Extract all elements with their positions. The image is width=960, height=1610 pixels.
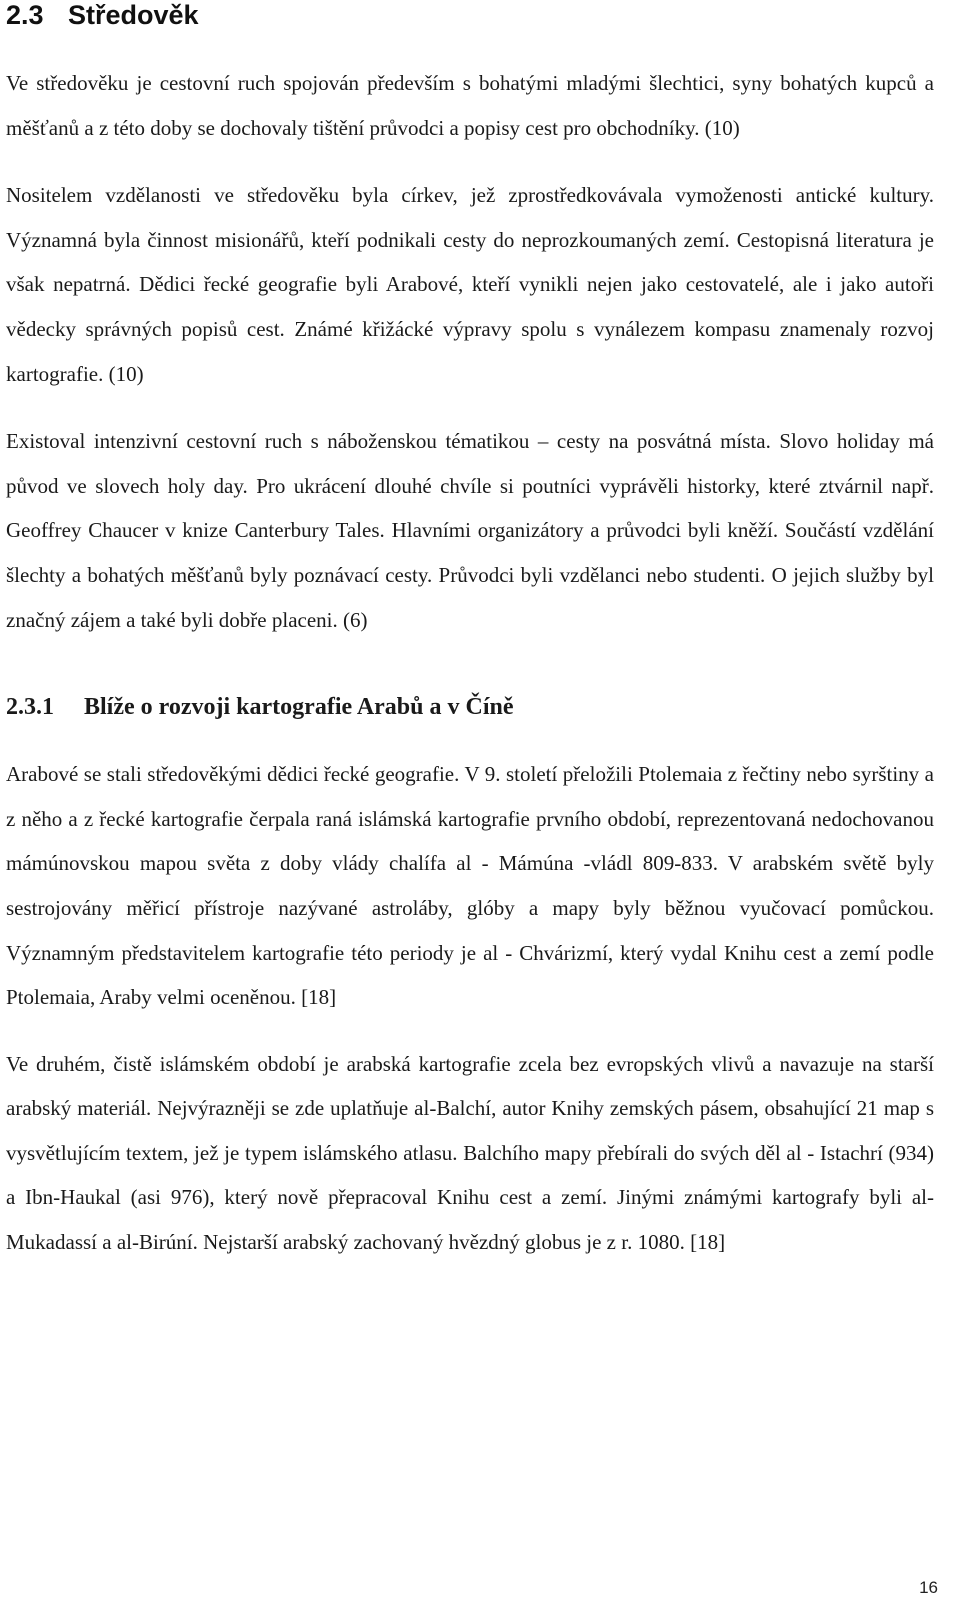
section-number: 2.3 [6, 0, 44, 30]
section-title: Středověk [68, 0, 199, 30]
section-heading [6, 0, 934, 34]
paragraph: Ve druhém, čistě islámském období je arabská kartografie zcela bez evropských vlivů a navazuje na starší arabský materiál. Nejvýrazněji se zde uplatňuje al-Balchí, autor Knihy zemských pásem, obsahující 21 map s vysvětlujícím textem, jež je typem islámského atlasu. Balchího mapy přebírali do svých děl al - Istachrí (934) a Ibn-Haukal (asi 976), který nově přepracoval Knihu cest a zemí. Jinými známými kartografy byli al-Mukadassí a al-Birúní. Nejstarší arabský zachovaný hvězdný globus je z r. 1080. [18] [6, 1051, 934, 1255]
paragraph: Nositelem vzdělanosti ve středověku byla církev, jež zprostředkovávala vymoženosti antické kultury. Významná byla činnost misionářů, kteří podnikali cesty do neprozkoumaných zemí. Cestopisná literatura je však nepatrná. Dědici řecké geografie byli Arabové, kteří vynikli nejen jako cestovatelé, ale i jako autoři vědecky správných popisů cest. Známé křižácké výpravy spolu s vynálezem kompasu znamenaly rozvoj kartografie. (10) [6, 183, 934, 386]
paragraph: Arabové se stali středověkými dědici řecké geografie. V 9. století přeložili Ptolemaia z řečtiny nebo syrštiny a z něho a z řecké kartografie čerpala raná islámská kartografie prvního období, reprezentovaná nedochovanou mámúnovskou mapou světa z doby vlády chalífa al - Mámúna -vládl 809-833. V arabském světě byly sestrojovány měřicí přístroje nazývané astroláby, glóby a mapy byly běžnou vyučovací pomůckou. Významným představitelem kartografie této periody je al - Chvárizmí, který vydal Knihu cest a zemí podle Ptolemaia, Araby velmi oceněnou. [18] [6, 762, 934, 1010]
subsection-number: 2.3.1 [6, 694, 54, 721]
page-number: 16 [919, 1578, 938, 1597]
paragraph: Existoval intenzivní cestovní ruch s náboženskou tématikou – cesty na posvátná místa. Slovo holiday má původ ve slovech holy day. Pro ukrácení dlouhé chvíle si poutníci vyprávěli historky, které ztvárnil např. Geoffrey Chaucer v knize Canterbury Tales. Hlavními organizátory a průvodci byli kněží. Součástí vzdělání šlechty a bohatých měšťanů byly poznávací cesty. Průvodci byli vzdělanci nebo studenti. O jejich služby byl značný zájem a také byli dobře placeni. (6) [6, 429, 934, 632]
subsection-heading [6, 689, 934, 725]
paragraph: Ve středověku je cestovní ruch spojován především s bohatými mladými šlechtici, syny bohatých kupců a měšťanů a z této doby se dochovaly tištění průvodci a popisy cest pro obchodníky. (10) [6, 71, 934, 140]
subsection-title: Blíže o rozvoji kartografie Arabů a v Číně [84, 694, 514, 721]
document-page [6, 0, 934, 1265]
